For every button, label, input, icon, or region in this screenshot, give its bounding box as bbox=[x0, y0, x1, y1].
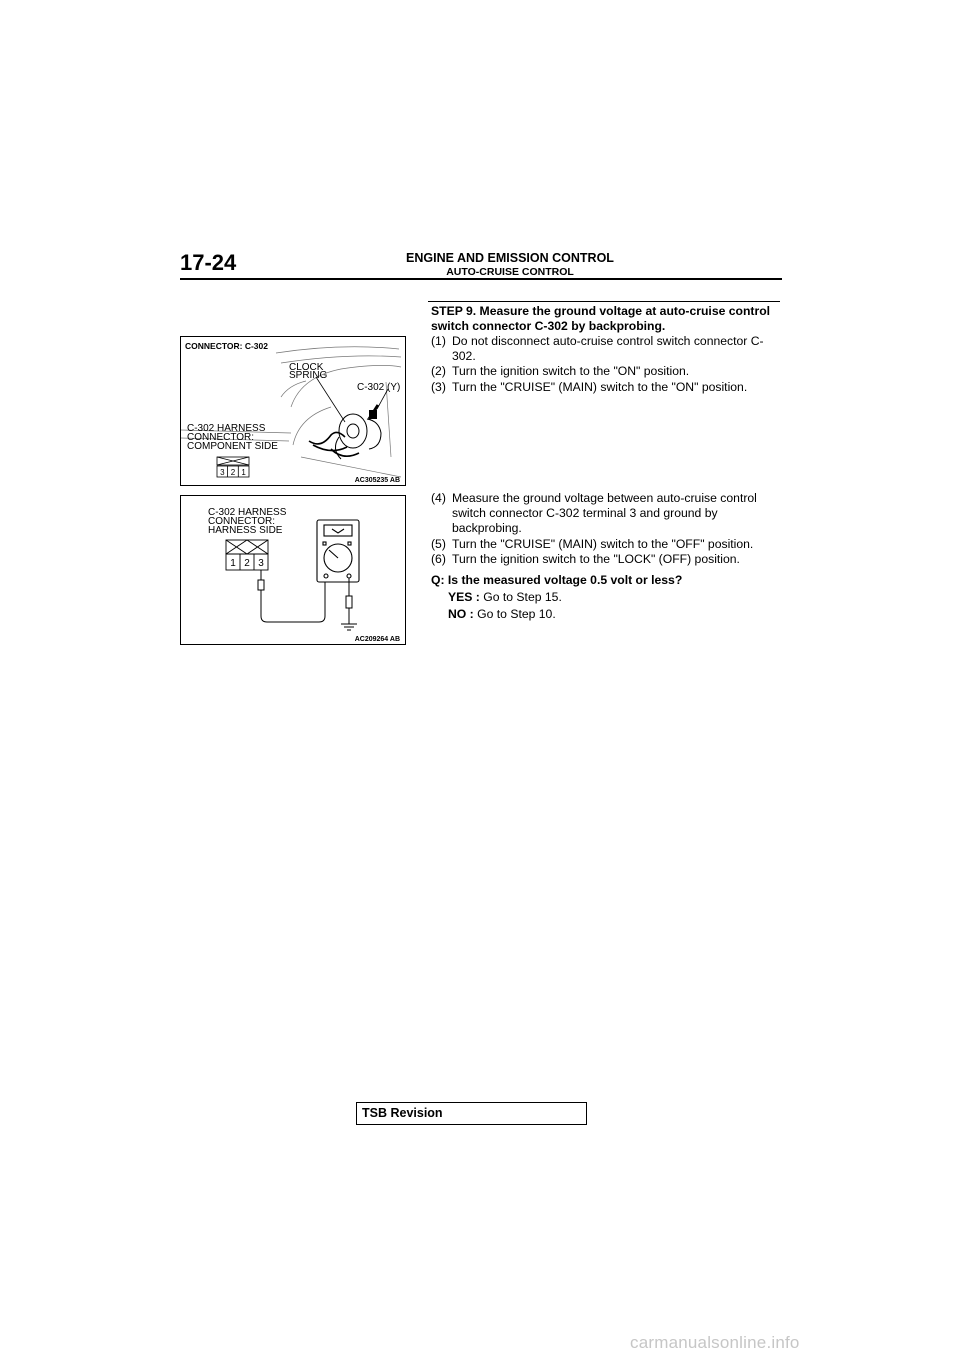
answer-no bbox=[431, 607, 783, 622]
figure1-code: AC305235 AB bbox=[354, 477, 400, 484]
procedure-list-b bbox=[431, 491, 783, 623]
step-rule bbox=[428, 301, 780, 302]
answer-yes bbox=[431, 590, 783, 605]
item-number: (3) bbox=[431, 379, 446, 394]
header-rule bbox=[180, 278, 782, 280]
step-heading-line: STEP 9. Measure the ground voltage at auto-cruise control bbox=[431, 304, 771, 318]
item-text: Turn the ignition switch to the "LOCK" (OFF) position. bbox=[452, 551, 740, 566]
procedure-item bbox=[431, 334, 783, 364]
item-number: (2) bbox=[431, 364, 446, 379]
clock-spring-label-line1: CLOCK bbox=[289, 362, 324, 373]
item-number: (5) bbox=[431, 536, 446, 551]
procedure-list-a bbox=[431, 334, 783, 395]
harness-label-line3: HARNESS SIDE bbox=[208, 525, 283, 536]
voltage-measurement-figure bbox=[180, 495, 406, 645]
pin-label: 3 bbox=[258, 558, 264, 569]
no-text: Go to Step 10. bbox=[477, 607, 556, 622]
no-label: NO : bbox=[448, 607, 474, 622]
procedure-item bbox=[431, 552, 783, 567]
pin-label: 2 bbox=[230, 468, 236, 477]
section-subtitle: AUTO-CRUISE CONTROL bbox=[446, 266, 574, 278]
item-number: (6) bbox=[431, 551, 446, 566]
yes-label: YES : bbox=[448, 590, 480, 605]
watermark: carmanualsonline.info bbox=[630, 1333, 800, 1352]
item-text: Turn the ignition switch to the "ON" position. bbox=[452, 364, 690, 379]
voltage-measurement-drawing bbox=[181, 496, 405, 644]
harness-label-line2: CONNECTOR: bbox=[208, 516, 276, 527]
pin-label: 1 bbox=[230, 558, 236, 569]
tsb-revision-label: TSB Revision bbox=[362, 1106, 443, 1120]
harness-label-line1: C-302 HARNESS bbox=[208, 507, 287, 518]
section-title: ENGINE AND EMISSION CONTROL bbox=[406, 251, 614, 265]
item-text: Turn the "CRUISE" (MAIN) switch to the "OFF" position. bbox=[452, 536, 754, 551]
item-text: backprobing. bbox=[452, 521, 522, 536]
pin-label: 2 bbox=[244, 558, 250, 569]
procedure-item bbox=[431, 491, 783, 537]
ground-lead bbox=[341, 578, 357, 630]
connector-label: C-302 (Y) bbox=[357, 382, 401, 393]
pin-label: 3 bbox=[220, 468, 225, 477]
harness-label-line1: C-302 HARNESS bbox=[187, 423, 266, 434]
item-text: Measure the ground voltage between auto-cruise control bbox=[452, 491, 757, 505]
pin-label: 1 bbox=[241, 468, 246, 477]
step-heading bbox=[431, 304, 783, 334]
item-number: (1) bbox=[431, 334, 446, 348]
voltmeter bbox=[317, 520, 359, 582]
item-text: Turn the "CRUISE" (MAIN) switch to the "ON" position. bbox=[452, 379, 748, 394]
clock-spring-label-line2: SPRING bbox=[289, 370, 328, 381]
procedure-item bbox=[431, 537, 783, 552]
step-heading-line: switch connector C-302 by backprobing. bbox=[431, 319, 666, 334]
procedure-item bbox=[431, 380, 783, 395]
connector-location-figure bbox=[180, 336, 406, 486]
question: Q: Is the measured voltage 0.5 volt or less? bbox=[431, 573, 683, 588]
yes-text: Go to Step 15. bbox=[483, 590, 562, 605]
item-text: Do not disconnect auto-cruise control switch connector C- bbox=[452, 334, 764, 348]
item-text: switch connector C-302 terminal 3 and ground by bbox=[452, 506, 718, 521]
item-text: 302. bbox=[452, 349, 476, 364]
harness-label-line2: CONNECTOR: bbox=[187, 432, 255, 443]
figure2-code: AC209264 AB bbox=[354, 636, 400, 643]
connector-location-drawing bbox=[181, 337, 405, 485]
procedure-item bbox=[431, 364, 783, 379]
page-number: 17-24 bbox=[180, 250, 237, 275]
item-number: (4) bbox=[431, 491, 446, 505]
backprobe bbox=[258, 570, 325, 622]
harness-label-line3: COMPONENT SIDE bbox=[187, 441, 278, 452]
figure1-title: CONNECTOR: C-302 bbox=[185, 341, 268, 351]
